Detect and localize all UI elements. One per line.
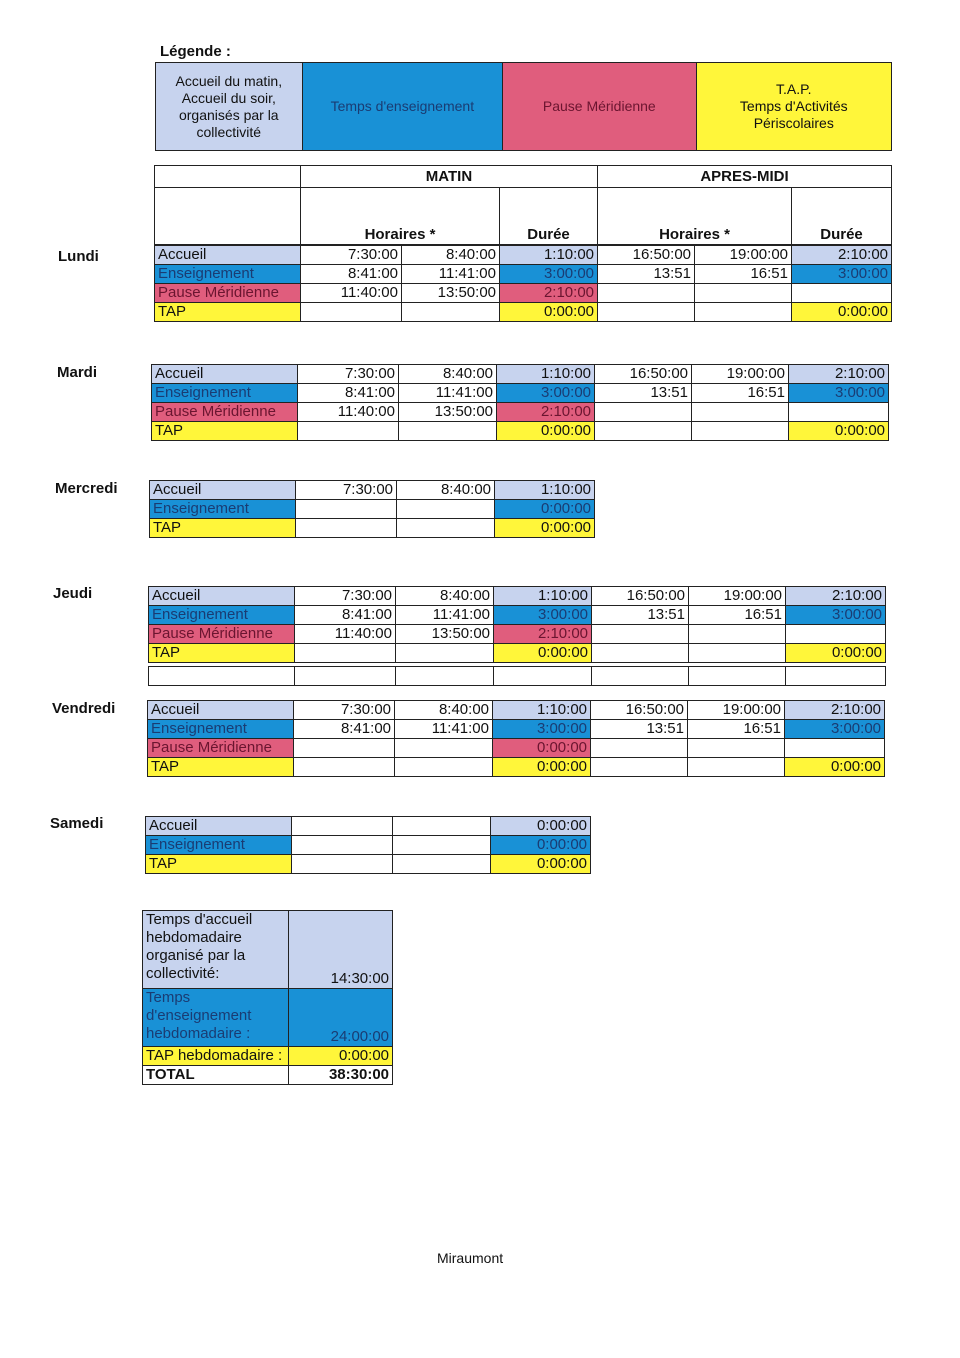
cell-samedi-enseignement-m2 — [393, 836, 491, 855]
cell-lundi-tap-md: 0:00:00 — [500, 303, 598, 322]
table-samedi — [145, 816, 591, 874]
cell-jeudi-tap-m1 — [295, 644, 396, 663]
header-duree-matin: Durée — [500, 188, 598, 245]
cell-mardi-pause-a1 — [595, 403, 692, 422]
cell-vendredi-tap-label: TAP — [148, 758, 294, 777]
cell-lundi-pause-m2: 13:50:00 — [402, 284, 500, 303]
cell-vendredi-tap-ad: 0:00:00 — [785, 758, 885, 777]
cell-vendredi-accueil-md: 1:10:00 — [493, 701, 591, 720]
cell-jeudi-tap-a1 — [592, 644, 689, 663]
cell-lundi-accueil-a1: 16:50:00 — [598, 246, 695, 265]
cell-mardi-tap-m2 — [399, 422, 497, 441]
legend-pause: Pause Méridienne — [503, 63, 696, 150]
summary-total-label: TOTAL — [143, 1066, 289, 1085]
cell-mardi-tap-label: TAP — [152, 422, 298, 441]
cell-lundi-enseignement-label: Enseignement — [155, 265, 301, 284]
weekly-summary — [142, 910, 393, 1085]
header-horaires-apres-midi: Horaires * — [598, 188, 792, 245]
row-mercredi-enseignement — [150, 500, 595, 519]
row-mardi-tap — [152, 422, 889, 441]
cell-mardi-enseignement-md: 3:00:00 — [497, 384, 595, 403]
cell-vendredi-enseignement-label: Enseignement — [148, 720, 294, 739]
day-label-lundi: Lundi — [58, 248, 99, 265]
cell-mardi-pause-md: 2:10:00 — [497, 403, 595, 422]
cell-vendredi-accueil-m2: 8:40:00 — [395, 701, 493, 720]
cell-mardi-accueil-label: Accueil — [152, 365, 298, 384]
cell-samedi-accueil-md: 0:00:00 — [491, 817, 591, 836]
cell-mardi-accueil-a1: 16:50:00 — [595, 365, 692, 384]
cell-jeudi-accueil-md: 1:10:00 — [494, 587, 592, 606]
cell-jeudi-pause-label: Pause Méridienne — [149, 625, 295, 644]
cell-jeudi-tap-a2 — [689, 644, 786, 663]
cell-vendredi-pause-md: 0:00:00 — [493, 739, 591, 758]
cell-lundi-accueil-label: Accueil — [155, 246, 301, 265]
cell-lundi-tap-a2 — [695, 303, 792, 322]
cell-vendredi-pause-a1 — [591, 739, 688, 758]
row-jeudi-accueil — [149, 587, 886, 606]
row-jeudi-pause — [149, 625, 886, 644]
summary-accueil-value: 14:30:00 — [289, 911, 393, 989]
cell-mardi-accueil-a2: 19:00:00 — [692, 365, 789, 384]
cell-lundi-accueil-ad: 2:10:00 — [792, 246, 892, 265]
cell-mercredi-accueil-m2: 8:40:00 — [397, 481, 495, 500]
cell-mercredi-tap-md: 0:00:00 — [495, 519, 595, 538]
cell-vendredi-pause-a2 — [688, 739, 785, 758]
cell-lundi-enseignement-m2: 11:41:00 — [402, 265, 500, 284]
cell-vendredi-pause-m2 — [395, 739, 493, 758]
cell-jeudi-enseignement-label: Enseignement — [149, 606, 295, 625]
cell-mardi-enseignement-ad: 3:00:00 — [789, 384, 889, 403]
cell-vendredi-accueil-label: Accueil — [148, 701, 294, 720]
cell-mercredi-tap-m2 — [397, 519, 495, 538]
cell-vendredi-tap-a2 — [688, 758, 785, 777]
summary-accueil-label: Temps d'accueil hebdomadaire organisé par la collectivité: — [143, 911, 289, 989]
legend-accueil: Accueil du matin, Accueil du soir, organisés par la collectivité — [156, 63, 303, 150]
cell-lundi-tap-label: TAP — [155, 303, 301, 322]
summary-enseignement-label: Temps d'enseignement hebdomadaire : — [143, 989, 289, 1047]
cell-jeudi-accueil-label: Accueil — [149, 587, 295, 606]
summary-tap-label: TAP hebdomadaire : — [143, 1047, 289, 1066]
cell-jeudi-pause-a1 — [592, 625, 689, 644]
cell-lundi-pause-ad — [792, 284, 892, 303]
cell-lundi-pause-m1: 11:40:00 — [301, 284, 402, 303]
cell-vendredi-tap-m2 — [395, 758, 493, 777]
cell-vendredi-pause-m1 — [294, 739, 395, 758]
row-jeudi-enseignement — [149, 606, 886, 625]
header-apres-midi: APRES-MIDI — [598, 166, 892, 188]
cell-vendredi-accueil-m1: 7:30:00 — [294, 701, 395, 720]
cell-vendredi-enseignement-a1: 13:51 — [591, 720, 688, 739]
cell-lundi-accueil-md: 1:10:00 — [500, 246, 598, 265]
cell-lundi-accueil-m1: 7:30:00 — [301, 246, 402, 265]
cell-lundi-pause-a2 — [695, 284, 792, 303]
cell-mercredi-enseignement-md: 0:00:00 — [495, 500, 595, 519]
cell-jeudi-tap-m2 — [396, 644, 494, 663]
schedule-header — [154, 165, 892, 245]
table-jeudi — [148, 586, 886, 663]
cell-vendredi-pause-label: Pause Méridienne — [148, 739, 294, 758]
row-samedi-accueil — [146, 817, 591, 836]
cell-lundi-tap-m2 — [402, 303, 500, 322]
cell-lundi-pause-md: 2:10:00 — [500, 284, 598, 303]
cell-mercredi-enseignement-m2 — [397, 500, 495, 519]
header-matin: MATIN — [301, 166, 598, 188]
cell-mercredi-accueil-md: 1:10:00 — [495, 481, 595, 500]
row-mercredi-accueil — [150, 481, 595, 500]
row-vendredi-tap — [148, 758, 885, 777]
cell-jeudi-accueil-ad: 2:10:00 — [786, 587, 886, 606]
cell-mercredi-tap-m1 — [296, 519, 397, 538]
table-lundi — [154, 245, 892, 322]
cell-jeudi-accueil-m2: 8:40:00 — [396, 587, 494, 606]
cell-jeudi-tap-ad: 0:00:00 — [786, 644, 886, 663]
row-lundi-tap — [155, 303, 892, 322]
row-samedi-enseignement — [146, 836, 591, 855]
cell-jeudi-pause-m1: 11:40:00 — [295, 625, 396, 644]
cell-jeudi-pause-a2 — [689, 625, 786, 644]
cell-samedi-enseignement-md: 0:00:00 — [491, 836, 591, 855]
cell-jeudi-accueil-a1: 16:50:00 — [592, 587, 689, 606]
cell-mardi-enseignement-a2: 16:51 — [692, 384, 789, 403]
cell-lundi-enseignement-ad: 3:00:00 — [792, 265, 892, 284]
cell-vendredi-accueil-a2: 19:00:00 — [688, 701, 785, 720]
cell-mardi-accueil-md: 1:10:00 — [497, 365, 595, 384]
legend-box — [155, 62, 892, 151]
cell-mardi-accueil-ad: 2:10:00 — [789, 365, 889, 384]
cell-vendredi-tap-m1 — [294, 758, 395, 777]
cell-jeudi-enseignement-a1: 13:51 — [592, 606, 689, 625]
cell-mardi-pause-m2: 13:50:00 — [399, 403, 497, 422]
cell-lundi-tap-a1 — [598, 303, 695, 322]
cell-lundi-enseignement-a1: 13:51 — [598, 265, 695, 284]
row-mardi-pause — [152, 403, 889, 422]
cell-mercredi-tap-label: TAP — [150, 519, 296, 538]
cell-vendredi-tap-a1 — [591, 758, 688, 777]
cell-samedi-tap-m1 — [292, 855, 393, 874]
legend-enseignement: Temps d'enseignement — [303, 63, 503, 150]
cell-mercredi-enseignement-label: Enseignement — [150, 500, 296, 519]
row-lundi-pause — [155, 284, 892, 303]
row-mardi-enseignement — [152, 384, 889, 403]
cell-lundi-enseignement-a2: 16:51 — [695, 265, 792, 284]
row-vendredi-enseignement — [148, 720, 885, 739]
summary-enseignement-value: 24:00:00 — [289, 989, 393, 1047]
cell-mardi-tap-a1 — [595, 422, 692, 441]
cell-jeudi-enseignement-m2: 11:41:00 — [396, 606, 494, 625]
cell-lundi-accueil-m2: 8:40:00 — [402, 246, 500, 265]
day-label-mardi: Mardi — [57, 364, 98, 381]
cell-mardi-accueil-m1: 7:30:00 — [298, 365, 399, 384]
day-label-jeudi: Jeudi — [53, 585, 93, 602]
cell-lundi-enseignement-m1: 8:41:00 — [301, 265, 402, 284]
cell-mardi-accueil-m2: 8:40:00 — [399, 365, 497, 384]
cell-mardi-tap-m1 — [298, 422, 399, 441]
day-label-samedi: Samedi — [50, 815, 104, 832]
cell-jeudi-enseignement-a2: 16:51 — [689, 606, 786, 625]
row-mardi-accueil — [152, 365, 889, 384]
cell-vendredi-enseignement-m1: 8:41:00 — [294, 720, 395, 739]
cell-mardi-pause-ad — [789, 403, 889, 422]
cell-jeudi-pause-md: 2:10:00 — [494, 625, 592, 644]
cell-vendredi-enseignement-md: 3:00:00 — [493, 720, 591, 739]
cell-jeudi-enseignement-ad: 3:00:00 — [786, 606, 886, 625]
cell-mardi-enseignement-m1: 8:41:00 — [298, 384, 399, 403]
cell-mardi-enseignement-a1: 13:51 — [595, 384, 692, 403]
cell-samedi-accueil-m1 — [292, 817, 393, 836]
cell-vendredi-enseignement-ad: 3:00:00 — [785, 720, 885, 739]
cell-lundi-enseignement-md: 3:00:00 — [500, 265, 598, 284]
cell-samedi-enseignement-label: Enseignement — [146, 836, 292, 855]
cell-samedi-accueil-label: Accueil — [146, 817, 292, 836]
cell-mardi-pause-a2 — [692, 403, 789, 422]
cell-jeudi-pause-m2: 13:50:00 — [396, 625, 494, 644]
cell-jeudi-enseignement-m1: 8:41:00 — [295, 606, 396, 625]
row-lundi-enseignement — [155, 265, 892, 284]
cell-jeudi-accueil-a2: 19:00:00 — [689, 587, 786, 606]
day-label-vendredi: Vendredi — [52, 700, 116, 717]
cell-vendredi-enseignement-a2: 16:51 — [688, 720, 785, 739]
cell-samedi-tap-md: 0:00:00 — [491, 855, 591, 874]
header-horaires-matin: Horaires * — [301, 188, 500, 245]
cell-lundi-accueil-a2: 19:00:00 — [695, 246, 792, 265]
cell-samedi-tap-m2 — [393, 855, 491, 874]
cell-lundi-tap-m1 — [301, 303, 402, 322]
cell-jeudi-enseignement-md: 3:00:00 — [494, 606, 592, 625]
table-mardi — [151, 364, 889, 441]
footer-commune: Miraumont — [437, 1250, 504, 1266]
row-vendredi-pause — [148, 739, 885, 758]
cell-mardi-tap-md: 0:00:00 — [497, 422, 595, 441]
cell-mardi-pause-label: Pause Méridienne — [152, 403, 298, 422]
summary-tap-value: 0:00:00 — [289, 1047, 393, 1066]
cell-vendredi-pause-ad — [785, 739, 885, 758]
summary-total-value: 38:30:00 — [289, 1066, 393, 1085]
row-jeudi-tap — [149, 644, 886, 663]
cell-jeudi-accueil-m1: 7:30:00 — [295, 587, 396, 606]
cell-mardi-tap-ad: 0:00:00 — [789, 422, 889, 441]
table-mercredi — [149, 480, 595, 538]
cell-mercredi-enseignement-m1 — [296, 500, 397, 519]
cell-mardi-tap-a2 — [692, 422, 789, 441]
row-samedi-tap — [146, 855, 591, 874]
day-label-mercredi: Mercredi — [55, 480, 118, 497]
cell-mardi-enseignement-m2: 11:41:00 — [399, 384, 497, 403]
cell-samedi-accueil-m2 — [393, 817, 491, 836]
cell-mardi-pause-m1: 11:40:00 — [298, 403, 399, 422]
row-mercredi-tap — [150, 519, 595, 538]
cell-jeudi-tap-md: 0:00:00 — [494, 644, 592, 663]
legend-tap: T.A.P. Temps d'Activités Périscolaires — [697, 63, 891, 150]
cell-vendredi-accueil-ad: 2:10:00 — [785, 701, 885, 720]
spacer-row — [148, 666, 886, 686]
row-lundi-accueil — [155, 246, 892, 265]
header-duree-apres-midi: Durée — [792, 188, 892, 245]
cell-mardi-enseignement-label: Enseignement — [152, 384, 298, 403]
cell-mercredi-accueil-label: Accueil — [150, 481, 296, 500]
cell-vendredi-tap-md: 0:00:00 — [493, 758, 591, 777]
legend-title: Légende : — [160, 43, 231, 60]
table-vendredi — [147, 700, 885, 777]
cell-samedi-tap-label: TAP — [146, 855, 292, 874]
cell-jeudi-pause-ad — [786, 625, 886, 644]
cell-jeudi-tap-label: TAP — [149, 644, 295, 663]
cell-lundi-pause-label: Pause Méridienne — [155, 284, 301, 303]
cell-vendredi-accueil-a1: 16:50:00 — [591, 701, 688, 720]
cell-mercredi-accueil-m1: 7:30:00 — [296, 481, 397, 500]
row-vendredi-accueil — [148, 701, 885, 720]
cell-vendredi-enseignement-m2: 11:41:00 — [395, 720, 493, 739]
cell-lundi-tap-ad: 0:00:00 — [792, 303, 892, 322]
cell-lundi-pause-a1 — [598, 284, 695, 303]
cell-samedi-enseignement-m1 — [292, 836, 393, 855]
